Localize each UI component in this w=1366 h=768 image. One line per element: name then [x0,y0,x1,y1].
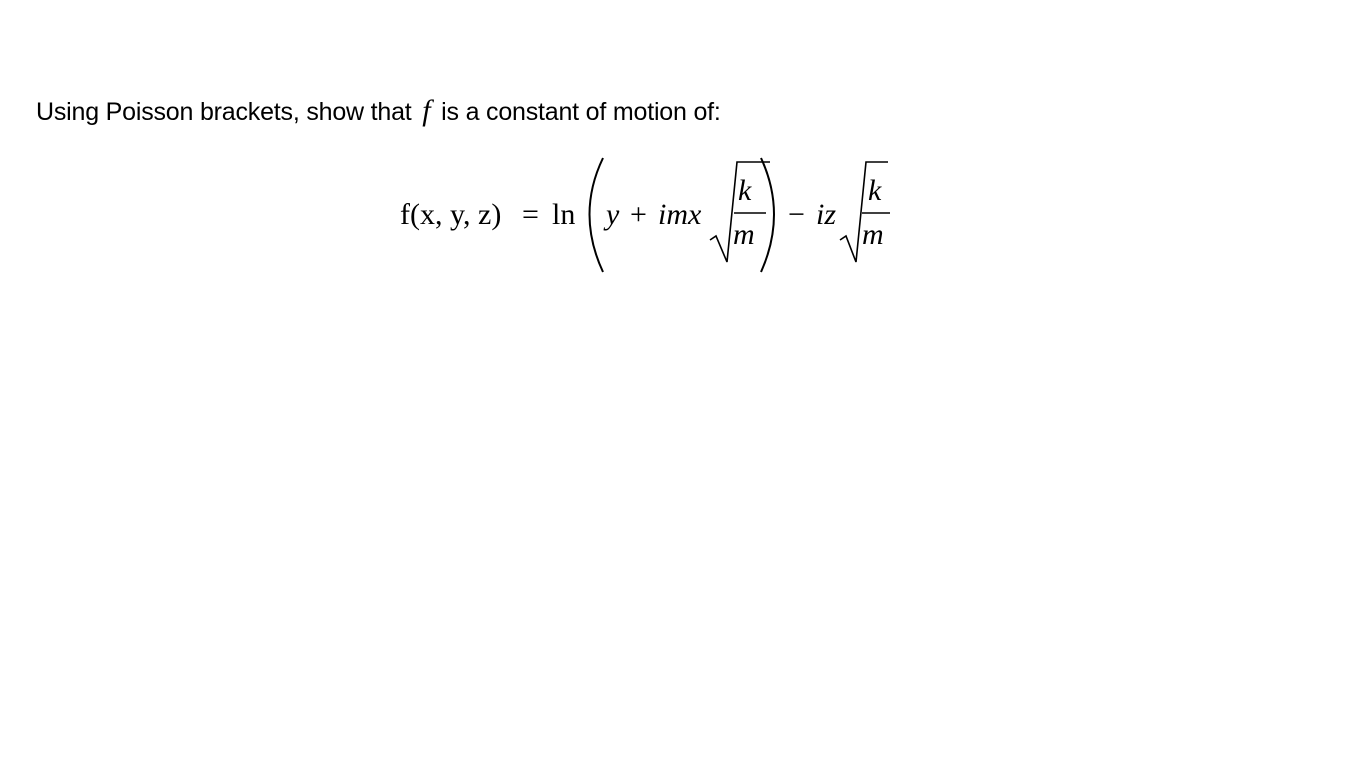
sqrt1-denominator: m [733,218,755,251]
equation [396,150,896,276]
equation-ln: ln [552,198,576,231]
statement-variable: f [422,94,431,127]
sqrt1-numerator: k [738,174,752,207]
equation-lhs: f(x, y, z) [400,198,502,231]
sqrt2-denominator: m [862,218,884,251]
sqrt2-numerator: k [868,174,882,207]
problem-statement [36,94,721,128]
left-paren-icon [590,158,604,272]
equation-term-imx: imx [658,198,702,231]
equation-term-y: y [606,198,620,231]
equation-minus: − [788,198,805,231]
equation-term-iz: iz [816,198,837,231]
equation-plus: + [630,198,647,231]
equation-equals: = [522,198,539,231]
equation-svg [396,150,896,276]
statement-text-after: is a constant of motion of: [441,98,721,126]
statement-text-before: Using Poisson brackets, show that [36,98,412,126]
right-paren-icon [761,158,774,272]
